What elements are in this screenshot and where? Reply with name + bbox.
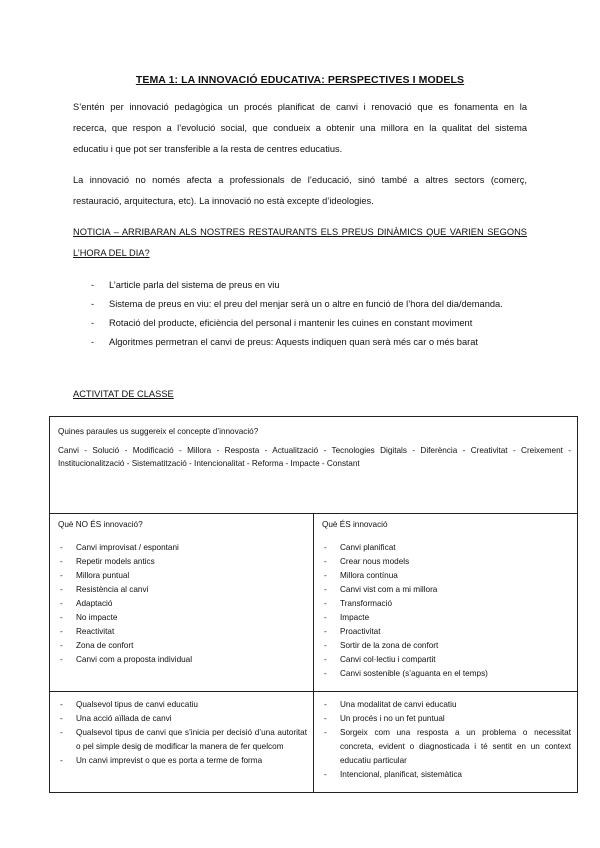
notice-line: NOTICIA – ARRIBARAN ALS NOSTRES RESTAURANTS ELS PREUS DINÀMICS QUE VARIEN SEGONS <box>73 227 527 237</box>
list-item: - Un canvi imprevist o que es porta a terme de forma <box>60 756 263 765</box>
intro-line: educatiu i que pot ser transferible a la resta de centres educatius. <box>73 144 343 154</box>
list-item: - Resistència al canvi <box>60 585 149 594</box>
list-item: - Algoritmes permetran el canvi de preus: Aquests indiquen quan serà més car o més barat <box>91 337 478 347</box>
innovation-list <box>322 541 571 681</box>
list-item: - Sistema de preus en viu: el preu del menjar serà un o altre en funció de l’hora del dia/demanda. <box>91 299 503 309</box>
document-title: TEMA 1: LA INNOVACIÓ EDUCATIVA: PERSPECTIVES I MODELS <box>135 74 465 86</box>
list-item: - Adaptació <box>60 599 113 608</box>
list-item: - Impacte <box>324 613 370 622</box>
list-item: - Canvi col·lectiu i compartit <box>324 655 436 664</box>
list-item: - Canvi planificat <box>324 543 396 552</box>
intro-paragraph <box>73 97 527 160</box>
list-item: - L’article parla del sistema de preus en viu <box>91 280 280 290</box>
list-item: - Qualsevol tipus de canvi que s’inicia per decisió d’una autoritat o pel simple desig de modificar la manera de fer quelcom <box>60 728 307 751</box>
list-item: - Crear nous models <box>324 557 410 566</box>
list-item: - Canvi sostenible (s’aguanta en el temps) <box>324 669 488 678</box>
list-item: - Repetir models antics <box>60 557 155 566</box>
list-item: - Canvi com a proposta individual <box>60 655 193 664</box>
list-item: - Qualsevol tipus de canvi educatiu <box>60 700 198 709</box>
innovation-cell <box>314 514 578 692</box>
list-item: - Proactivitat <box>324 627 381 636</box>
not-innovation-cell <box>50 514 314 692</box>
question-text: Quines paraules us suggereix el concepte d’innovació? <box>58 427 259 436</box>
notice-heading <box>73 222 527 264</box>
innovation-definitions-cell <box>314 692 578 793</box>
list-item: - Millora puntual <box>60 571 130 580</box>
list-item: - Una modalitat de canvi educatiu <box>324 700 457 709</box>
question-cell <box>50 417 578 514</box>
list-item: - Un procés i no un fet puntual <box>324 714 445 723</box>
not-innovation-heading: Què NO ÉS innovació? <box>58 520 143 529</box>
list-item: - Sortir de la zona de confort <box>324 641 439 650</box>
list-item: - Sorgeix com una resposta a un problema o necessitat concreta, evident o diagnosticada i té sentit en un context educatiu particular <box>324 728 571 765</box>
innovation-definitions <box>322 698 571 782</box>
list-item: - Una acció aïllada de canvi <box>60 714 172 723</box>
list-item: - Transformació <box>324 599 393 608</box>
second-line: La innovació no només afecta a professionals de l’educació, sinó també a altres sectors (comerç, <box>73 175 527 185</box>
list-item: - Reactivitat <box>60 627 115 636</box>
notice-line: L’HORA DEL DIA? <box>73 248 150 258</box>
list-item: - No impacte <box>60 613 118 622</box>
list-item: - Intencional, planificat, sistemàtica <box>324 770 462 779</box>
intro-line: S’entén per innovació pedagògica un procés planificat de canvi i renovació que es fonamenta en la <box>73 102 527 112</box>
list-item: - Canvi improvisat / espontani <box>60 543 179 552</box>
list-item: - Canvi vist com a mi millora <box>324 585 438 594</box>
suggested-words: Canvi - Solució - Modificació - Millora - Resposta - Actualització - Tecnologies Digitals - Diferència - Creativitat - Creixement - Institucionalització - Sistematització - Intencionalitat - Reforma - Impacte - Constant <box>58 446 571 468</box>
second-paragraph <box>73 170 527 212</box>
not-innovation-definitions <box>58 698 307 768</box>
not-innovation-definitions-cell <box>50 692 314 793</box>
list-item: - Millora contínua <box>324 571 398 580</box>
list-item: - Rotació del producte, eficiència del personal i mantenir les cuines en constant moviment <box>91 318 473 328</box>
notice-bullet-list <box>73 276 527 352</box>
list-item: - Zona de confort <box>60 641 134 650</box>
innovation-heading: Què ÉS innovació <box>322 520 388 529</box>
intro-line: recerca, que respon a l’evolució social, que condueix a obtenir una millora en la qualitat del sistema <box>73 123 527 133</box>
activity-table <box>49 416 578 793</box>
not-innovation-list <box>58 541 307 667</box>
activity-heading: ACTIVITAT DE CLASSE <box>73 389 174 399</box>
second-line: restauració, arquitectura, etc). La innovació no està excepte d’ideologies. <box>73 196 374 206</box>
